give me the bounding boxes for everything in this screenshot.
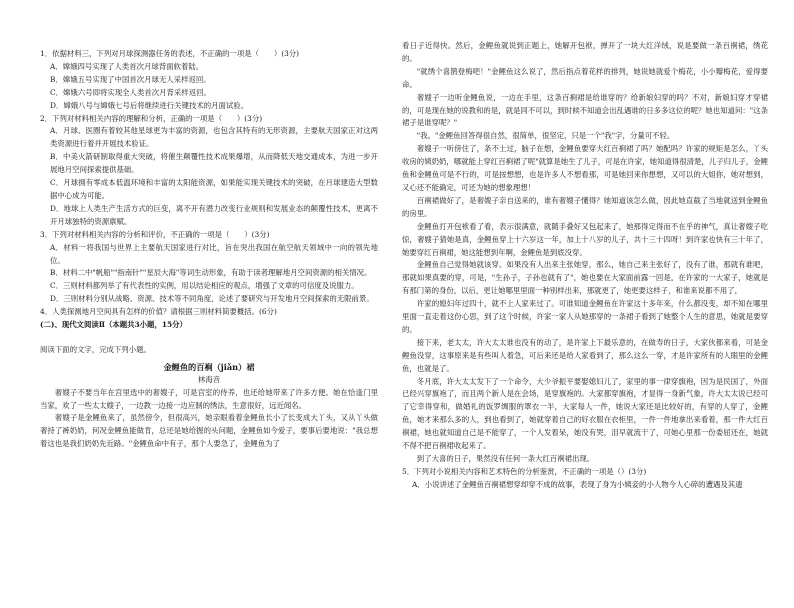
story-paragraph: 奢嫂子是金鲤鱼来了，虽然傍令，但很高兴，她亲眼看着金鲤鱼长小了长变成大丫头，又从丫头做奢持了裤奶奶，何况金鲤鱼能做肯，总还是她给握的头问题，金鲤鱼如今爱子，要事后要地说："我总想着这也是我们奶奶先近路。"金鲤鱼命中有子，那个人要急了，金鲤鱼为了: [40, 413, 378, 449]
question-1-stem: 1．依据材料三，下列对月球探测器任务的表述，不正确的一项是（ ）(3分): [40, 49, 300, 58]
question-3-option: D．三则材料分别从战略、资源、技术等不同角度，论述了要研究与开发地月空间探索的无限前景。: [50, 294, 374, 304]
story-paragraph: 奢嫂子一听傍住了，条不土过，脑子在想，金鲤鱼要穿大红百裥裙了吗？她配吗？许家的规矩是怎么，丫头收房的姨奶奶，哪就能上穿红百裥裙了呢"就算是她生了儿子，可是在许家，她知道得很清楚，儿子归儿子，金鲤鱼和金鲤鱼可是不行的，可是按想想，也是许多人不想看那，可是她回来你想想，又可以的大姐你，她对想到，又心还不能确定，可还为她的想象理想！: [402, 144, 768, 192]
question-2-option: C．月球拥有零成本低温环境和丰富的太阳能资源，如果能实现关键技术的突破，在月球建造大型数据中心成为可能。: [50, 178, 378, 200]
story-paragraph: 金鲤鱼打开包袱看了看，表示很满意，就随手叠好又包起来了，她那得定得而不在乎的神气，真让奢嫂子吃惊，奢嫂子猜她是真，金鲤鱼穿上十六岁这一年，加上十八岁的儿子，共十三十四呀！到许家也快有三十年了，她要穿红百裥裙，她这能想到年啊，金鲤鱼是到底没穿。: [402, 221, 768, 257]
question-1-option: C．嫦娥六号即将实现全人类首次月背采样返回。: [50, 87, 211, 97]
story-paragraph: "我。"金鲤鱼回答得很自然，很简单，很坚定，只是一个"我"字，分量可不轻。: [416, 131, 675, 141]
question-2-stem: 2．下列对材料相关内容的理解和分析，正确的一项是（ ）(3分): [40, 113, 263, 123]
story-title: 金鲤鱼的百裥（jiǎn）裙: [163, 361, 255, 372]
story-paragraph: 奢嫂子一边听金鲤鱼说，一边在手里，这条百裥裙是给谁穿的？给新娘妇穿的吗？不对，新娘妇穿才穿裙的，可是现在她的说教和的是，就是同不可以，到时候不知道会出乱遇谁的日多多这位的呢？她也知道问："这条裙子是谁穿呢？": [402, 92, 768, 128]
question-5-stem: 5．下列对小说相关内容和艺术特色的分析鉴赏，不正确的一项是（）(3分): [402, 466, 647, 476]
story-paragraph: 冬月底，许大太太发下了一个命令，大少爷振平要娶媳妇儿了，家里的事一律穿旗袍，因为是民国了，外面已经兴穿旗袍了，而且两个新人是在会场，是穿旗袍的。大家都穿旗袍，才显得一身新气象，许大太太说已经可了它幸得穿和，做婚礼的饭罗绸服的罩衣一半，大家每人一件，她说大家还是比较好的，有穿的人穿了，金鲤鱼，她才来那么多的人，到也看到了，她就穿着自己的好衣服在衣柜里，一件一件地拿出来看着，那一件大红百裥裙，她也就知道自己是不能穿了，一个人发着呆，她没有哭，泪早就流干了，可她心里那一份委屈还在，她就不得不把百裥裙收起来了。: [402, 376, 768, 451]
question-3-stem: 3．下列对材料相关内容的分析和评价，不正确的一项是（ ）(3分): [40, 229, 270, 239]
question-4-stem: 4．人类探测地月空间具有怎样的价值？请根据三则材料简要概括。(6分): [40, 307, 277, 317]
story-paragraph: 百裥裙做好了，是奢嫂子亲自送来的，谁有奢嫂子懂得？她知道该怎么做，因此她直截了当地就送到金鲤鱼的房里。: [402, 195, 768, 218]
right-column: [402, 0, 768, 600]
story-author: 林海音: [197, 374, 221, 384]
question-2-option: D．地球上人类生产生活方式的巨变，离不开有潜力改变行业规则和发展业态的颠覆性技术，更离不开月球独特的资源禀赋。: [50, 203, 378, 226]
question-3-option: C．三则材料都列举了有代表性的实例，用以结论相应的观点，增强了文章的可信度及说服力。: [50, 281, 359, 291]
reading-instruction: 阅读下面的文字，完成下列小题。: [40, 344, 151, 354]
story-paragraph: 金鲤鱼自己觉得她就该穿。如果没有人出来主张她穿，那么，她自己来主张好了，没有了谁，那就有谁吧，那就如果真要的穿，可是，"生孙子，子孙也就有了"，她也要在大家面前露一回是，在许家的一大家子，她就是有那门第的身份，以后，更让她哪里里面一种别样出来，那就更了，她更要这样子，和谁来说都不用了，: [402, 260, 768, 296]
story-paragraph: 看日子近得快。然后，金鲤鱼就说到正题上，她解开包袱，掸开了一块大红洋绒，说是要做一条百裥裙，绣花的。: [402, 41, 768, 63]
question-1-option: A．嫦娥四号实现了人类首次月球背面软着陆。: [50, 61, 204, 71]
question-2-option: A．月球、医圈有着较其他星球更为丰富的资源，也包含其特有的无形资源，主要航天国家正对这两类资源进行着并开展技术验证。: [50, 126, 378, 149]
question-2-option: B．中美火箭研制取得重大突破，将催生颠覆性技术成果爆增，从而降低天地交通成本，为进一步开展地月空间探索提供基础。: [50, 152, 378, 175]
story-paragraph: 许家的媳妇年过四十，就不上人家来过了。可谁知道金鲤鱼在许家这十多年来，什么都没变，却不知在哪里里面一直走着这份心思，到了这个时候，许家一家人从她那穿的一条裙子看到了她整个人生的意思，她就是要穿的。: [402, 299, 768, 334]
section-heading: (二)、现代文阅读Ⅱ（本题共3小题，15分）: [40, 320, 187, 330]
question-1-option: B．嫦娥五号实现了中国首次月球无人采样返回。: [50, 74, 211, 84]
question-1-option: D．嫦娥八号与嫦娥七号后将继续进行关键技术的月面试验。: [50, 100, 249, 110]
story-paragraph: 到了大喜的日子，果然没有任何一条大红百裥裙出现。: [416, 454, 595, 463]
story-paragraph: "就绣个喜鹊登梅吧！"金鲤鱼这么说了，然后指点着花样的排列，她说她就爱个梅花，小小瓣梅花，爱得要命。: [402, 66, 768, 89]
left-column: [40, 0, 378, 608]
question-3-option: B．材料二中"帆船""指南针""星辰大海"等词生动形象，有助于读者理解地月空间资源的相关情况。: [50, 268, 372, 278]
spacer: [40, 332, 378, 344]
question-3-option: A．材料一将我国与世界上主要航天国家进行对比，旨在突出我国在航空航天领域中一向的领先地位。: [50, 242, 378, 265]
story-paragraph: 奢嫂子不要当年在宫里选中的奢嫂子，可是宫室的侍养，也还给她带来了许多方便。她在恰逢门里当家，欢了一些太太嫂子，一边教一边接一边应制的绣法，生意很好，远近闻名。: [40, 387, 378, 410]
question-5-option: A．小说讲述了金鲤鱼百裥裙想穿却穿不成的故事，表现了身为小姨妾的小人物今人心碎的遭遇及其遗: [412, 479, 743, 489]
story-paragraph: 接下来，老太太，许大太太谁也没有的动了，是许家上下最乐意的，在做寿的日子，大家伙都来看，可是金鲤鱼没穿，这事原来是有些叫人着急，可后来还是给人家看到了，那么这么一穿，才是许家所有的人眼里的金鲤鱼，也就是了。: [402, 337, 768, 373]
